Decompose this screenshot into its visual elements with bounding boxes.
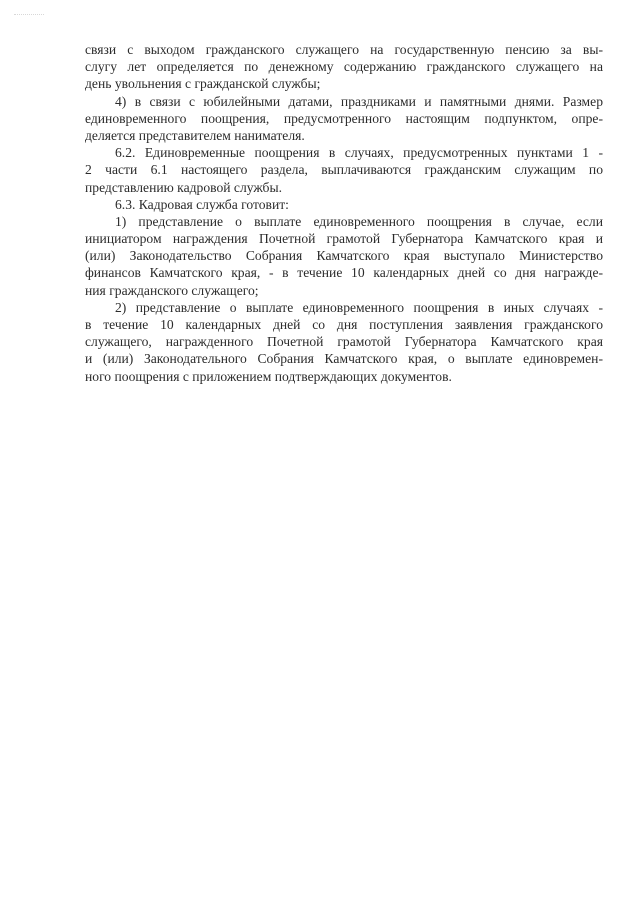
paragraph-6-2 — [85, 144, 603, 196]
paragraph-continuation — [85, 41, 603, 93]
text-line: представлению кадровой службы. — [85, 179, 283, 195]
paragraph-item-4 — [85, 93, 603, 145]
text-line: слугу лет определяется по денежному содержанию гражданского служащего на — [85, 59, 603, 75]
text-line: единовременного поощрения, предусмотренного настоящим подпунктом, опре- — [85, 110, 603, 126]
text-line: ного поощрения с приложением подтверждающих документов. — [85, 368, 452, 384]
text-line: 6.2. Единовременные поощрения в случаях, предусмотренных пунктами 1 - — [115, 145, 603, 161]
text-line: деляется представителем нанимателя. — [85, 127, 305, 143]
text-line: служащего, награжденного Почетной грамотой Губернатора Камчатского края — [85, 334, 603, 350]
text-line: инициатором награждения Почетной грамотой Губернатора Камчатского края и — [85, 231, 603, 247]
paragraph-6-3 — [85, 196, 603, 213]
text-line: ния гражданского служащего; — [85, 282, 259, 298]
text-line: и (или) Законодательного Собрания Камчатского края, о выплате единовремен- — [85, 351, 603, 367]
paragraph-6-3-item-1 — [85, 213, 603, 299]
text-line: 4) в связи с юбилейными датами, праздниками и памятными днями. Размер — [115, 93, 603, 109]
text-line: (или) Законодательство Собрания Камчатского края выступало Министерство — [85, 248, 603, 264]
text-line: 1) представление о выплате единовременного поощрения в случае, если — [115, 213, 603, 229]
text-line: 6.3. Кадровая служба готовит: — [115, 196, 289, 212]
text-line: день увольнения с гражданской службы; — [85, 76, 321, 92]
text-line: в течение 10 календарных дней со дня поступления заявления гражданского — [85, 317, 603, 332]
text-line: финансов Камчатского края, - в течение 10 календарных дней со дня награжде- — [85, 265, 603, 281]
scan-corner-mark — [14, 14, 44, 21]
document-body — [85, 41, 603, 385]
paragraph-6-3-item-2 — [85, 299, 603, 385]
text-line: 2) представление о выплате единовременного поощрения в иных случаях - — [115, 299, 603, 315]
text-line: связи с выходом гражданского служащего на государственную пенсию за вы- — [85, 42, 603, 57]
text-line: 2 части 6.1 настоящего раздела, выплачиваются гражданским служащим по — [85, 162, 603, 178]
